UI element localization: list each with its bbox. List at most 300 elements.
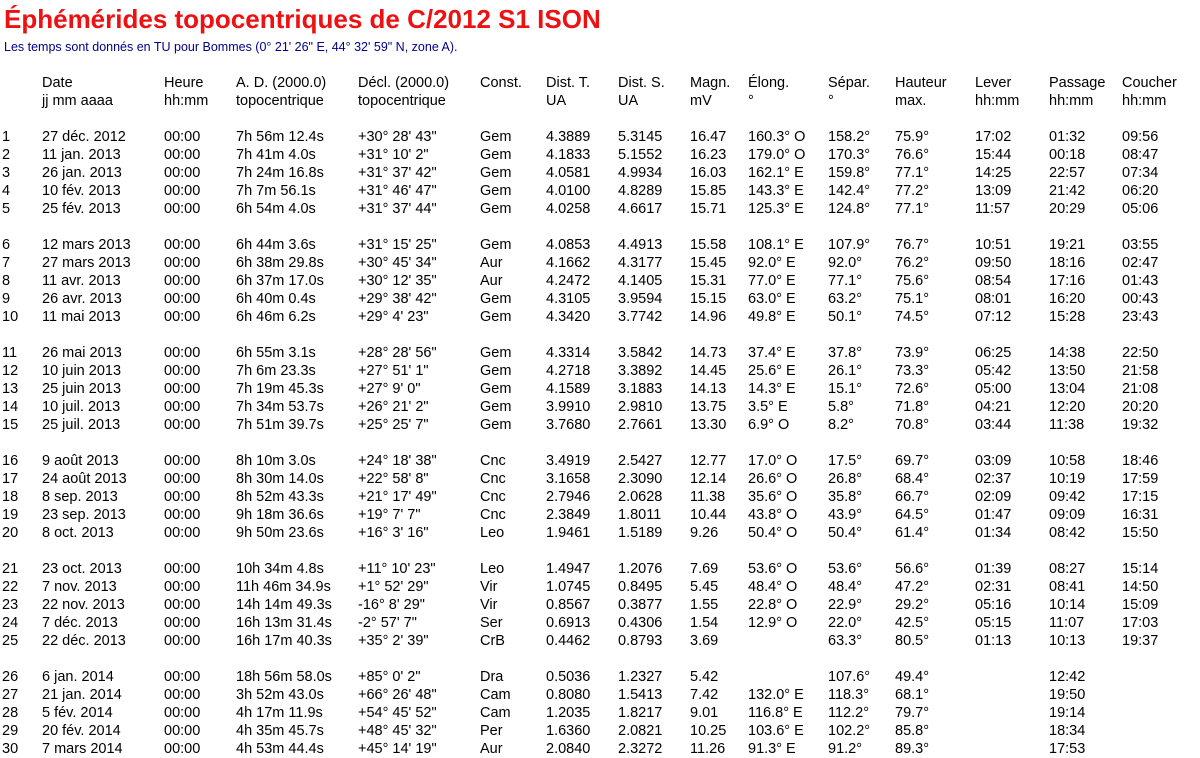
table-cell: 7.42 <box>690 687 719 703</box>
table-cell: 12 mars 2013 <box>42 237 131 253</box>
table-cell: 09:42 <box>1049 489 1086 505</box>
table-cell: 15:44 <box>975 147 1012 163</box>
table-cell: 5 fév. 2014 <box>42 705 113 721</box>
group-spacer <box>2 110 1192 128</box>
table-cell: 00:00 <box>164 291 201 307</box>
table-cell: 3.5° E <box>748 399 788 415</box>
table-cell: 00:00 <box>164 399 201 415</box>
table-cell: 125.3° E <box>748 201 804 217</box>
table-cell: Cnc <box>480 489 506 505</box>
table-row <box>2 182 1192 200</box>
table-cell: 24 <box>2 615 19 631</box>
table-cell: 06:20 <box>1122 183 1159 199</box>
table-cell: 4.0581 <box>546 165 591 181</box>
table-cell: 37.8° <box>828 345 863 361</box>
table-cell: 00:00 <box>164 417 201 433</box>
table-cell: 09:50 <box>975 255 1012 271</box>
table-cell: 160.3° O <box>748 129 806 145</box>
table-cell: 68.4° <box>895 471 930 487</box>
table-cell: 107.9° <box>828 237 871 253</box>
table-cell: 3.1883 <box>618 381 663 397</box>
table-cell: 77.0° E <box>748 273 796 289</box>
table-cell: 05:16 <box>975 597 1012 613</box>
table-cell: 112.2° <box>828 705 870 721</box>
table-cell: Gem <box>480 363 512 379</box>
table-cell: 14:38 <box>1049 345 1086 361</box>
table-cell: 00:00 <box>164 363 201 379</box>
table-cell: 10.25 <box>690 723 727 739</box>
table-cell: 0.5036 <box>546 669 591 685</box>
table-cell: 21 <box>2 561 19 577</box>
table-cell: 159.8° <box>828 165 871 181</box>
table-cell: 00:00 <box>164 741 201 757</box>
table-cell: Gem <box>480 345 512 361</box>
table-cell: Gem <box>480 165 512 181</box>
table-cell: 0.6913 <box>546 615 591 631</box>
table-cell: 1.2035 <box>546 705 591 721</box>
table-cell: +27° 51' 1" <box>358 363 429 379</box>
table-cell: 00:00 <box>164 489 201 505</box>
table-cell: 18:46 <box>1122 453 1159 469</box>
table-cell: 14.3° E <box>748 381 796 397</box>
table-cell: 1.2076 <box>618 561 663 577</box>
table-cell: Gem <box>480 183 512 199</box>
table-cell: 4.3889 <box>546 129 591 145</box>
table-cell: topocentrique <box>236 93 324 109</box>
table-cell: 4.0258 <box>546 201 591 217</box>
table-cell: 79.7° <box>895 705 930 721</box>
table-cell: 4.9934 <box>618 165 663 181</box>
table-cell: 1.54 <box>690 615 719 631</box>
table-cell: 28 <box>2 705 19 721</box>
table-cell: 17.0° O <box>748 453 798 469</box>
table-cell: 26.8° <box>828 471 863 487</box>
table-cell: 49.4° <box>895 669 930 685</box>
table-cell: 25 fév. 2013 <box>42 201 121 217</box>
table-cell: 4.3420 <box>546 309 591 325</box>
group-spacer <box>2 434 1192 452</box>
table-cell: 16 <box>2 453 19 469</box>
table-cell: 12.9° O <box>748 615 798 631</box>
table-row <box>2 704 1192 722</box>
table-cell: 4.0100 <box>546 183 591 199</box>
table-cell: 108.1° E <box>748 237 804 253</box>
table-cell: +24° 18' 38" <box>358 453 437 469</box>
table-cell: 15.58 <box>690 237 727 253</box>
table-cell: Cam <box>480 705 511 721</box>
table-cell: 64.5° <box>895 507 930 523</box>
table-cell: A. D. (2000.0) <box>236 75 327 91</box>
table-cell: 09:56 <box>1122 129 1159 145</box>
table-cell: 22 nov. 2013 <box>42 597 125 613</box>
table-cell: 14:25 <box>975 165 1012 181</box>
table-cell: Décl. (2000.0) <box>358 75 450 91</box>
table-cell: 02:47 <box>1122 255 1159 271</box>
table-cell: 25 juin 2013 <box>42 381 122 397</box>
table-cell: 35.6° O <box>748 489 798 505</box>
table-cell: 15 <box>2 417 19 433</box>
table-cell: 00:00 <box>164 507 201 523</box>
table-cell: 4.2472 <box>546 273 591 289</box>
table-cell: 08:01 <box>975 291 1012 307</box>
table-cell: 47.2° <box>895 579 930 595</box>
table-cell: mV <box>690 93 712 109</box>
table-cell: 10 <box>2 309 19 325</box>
table-cell: 85.8° <box>895 723 930 739</box>
table-cell: 1.8011 <box>618 507 662 523</box>
table-cell: 2 <box>2 147 11 163</box>
table-row <box>2 668 1192 686</box>
table-cell: 1.5413 <box>618 687 663 703</box>
table-cell: 132.0° E <box>748 687 804 703</box>
table-cell: Cam <box>480 687 511 703</box>
table-cell: 35.8° <box>828 489 863 505</box>
table-cell: 15.71 <box>690 201 727 217</box>
table-cell: Gem <box>480 417 512 433</box>
table-cell: 11:38 <box>1049 417 1085 433</box>
table-cell: 25.6° E <box>748 363 796 379</box>
table-cell: Sépar. <box>828 75 870 91</box>
table-cell: 01:47 <box>975 507 1012 523</box>
group-spacer <box>2 542 1192 560</box>
table-cell: 2.0821 <box>618 723 663 739</box>
table-cell: 7 <box>2 255 11 271</box>
table-cell <box>975 686 1049 704</box>
table-cell: 73.9° <box>895 345 930 361</box>
table-cell: +29° 38' 42" <box>358 291 437 307</box>
table-cell: 27 déc. 2012 <box>42 129 126 145</box>
table-cell: Gem <box>480 399 512 415</box>
table-cell: 76.6° <box>895 147 930 163</box>
table-cell: 14h 14m 49.3s <box>236 597 332 613</box>
table-row <box>2 308 1192 326</box>
table-cell: Élong. <box>748 75 790 91</box>
table-cell: 3 <box>2 165 11 181</box>
table-cell <box>1122 686 1192 704</box>
table-cell: 3.3892 <box>618 363 663 379</box>
table-cell: 18h 56m 58.0s <box>236 669 332 685</box>
table-row <box>2 740 1192 758</box>
table-cell: 00:00 <box>164 255 201 271</box>
table-row <box>2 128 1192 146</box>
table-cell: 71.8° <box>895 399 930 415</box>
table-cell: 00:00 <box>164 183 201 199</box>
table-cell: 162.1° E <box>748 165 804 181</box>
table-cell: 08:47 <box>1122 147 1159 163</box>
table-cell: 0.3877 <box>618 597 663 613</box>
table-cell: 03:55 <box>1122 237 1159 253</box>
table-cell: 77.1° <box>895 165 930 181</box>
table-cell: +85° 0' 2" <box>358 669 421 685</box>
table-cell: 43.8° O <box>748 507 798 523</box>
table-cell: 10:51 <box>975 237 1012 253</box>
table-cell: +30° 12' 35" <box>358 273 437 289</box>
table-row <box>2 380 1192 398</box>
table-cell: 102.2° <box>828 723 871 739</box>
table-cell: Coucher <box>1122 75 1177 91</box>
table-cell: 17:02 <box>975 129 1012 145</box>
table-cell: 8h 52m 43.3s <box>236 489 324 505</box>
table-cell: 10h 34m 4.8s <box>236 561 324 577</box>
table-cell: +26° 21' 2" <box>358 399 429 415</box>
table-cell: 5.3145 <box>618 129 663 145</box>
table-cell <box>2 92 42 110</box>
table-cell: 16:20 <box>1049 291 1086 307</box>
table-cell: 18 <box>2 489 19 505</box>
table-cell: 14 <box>2 399 19 415</box>
table-cell: 00:00 <box>164 525 201 541</box>
table-cell: 14.96 <box>690 309 727 325</box>
table-cell: 22.0° <box>828 615 863 631</box>
table-cell: topocentrique <box>358 93 446 109</box>
table-cell: Gem <box>480 237 512 253</box>
table-cell: 4h 53m 44.4s <box>236 741 324 757</box>
table-row <box>2 398 1192 416</box>
table-cell: 19:21 <box>1049 237 1086 253</box>
table-cell: 00:00 <box>164 723 201 739</box>
table-cell: 4.2718 <box>546 363 591 379</box>
table-cell: 66.7° <box>895 489 930 505</box>
table-cell: 22 déc. 2013 <box>42 633 126 649</box>
table-cell: 80.5° <box>895 633 930 649</box>
table-cell: 00:00 <box>164 165 201 181</box>
table-cell: 13.30 <box>690 417 727 433</box>
table-cell: 01:43 <box>1122 273 1159 289</box>
table-cell: 8.2° <box>828 417 854 433</box>
table-cell: 06:25 <box>975 345 1012 361</box>
table-cell: 07:34 <box>1122 165 1159 181</box>
table-cell: 5.45 <box>690 579 719 595</box>
table-cell: 12:20 <box>1049 399 1086 415</box>
table-cell: Vir <box>480 597 498 613</box>
table-cell: 2.3272 <box>618 741 663 757</box>
table-cell: 4.1405 <box>618 273 663 289</box>
table-cell: 4.4913 <box>618 237 663 253</box>
table-cell: 21 jan. 2014 <box>42 687 122 703</box>
table-row <box>2 614 1192 632</box>
table-cell: 143.3° E <box>748 183 804 199</box>
table-cell: 5.1552 <box>618 147 663 163</box>
group-spacer <box>2 218 1192 236</box>
table-cell: 4 <box>2 183 11 199</box>
table-cell: 00:00 <box>164 471 201 487</box>
table-cell: 05:15 <box>975 615 1012 631</box>
table-cell: 25 juil. 2013 <box>42 417 121 433</box>
table-cell: 4.1662 <box>546 255 591 271</box>
table-cell: 12:42 <box>1049 669 1086 685</box>
table-cell: Magn. <box>690 75 731 91</box>
table-cell: 11:07 <box>1049 615 1085 631</box>
table-cell: 76.7° <box>895 237 930 253</box>
table-cell: UA <box>618 93 639 109</box>
table-cell: 3.5842 <box>618 345 663 361</box>
table-cell: 07:12 <box>975 309 1012 325</box>
table-cell: 14:50 <box>1122 579 1159 595</box>
table-cell: 22.9° <box>828 597 863 613</box>
table-cell: 11 avr. 2013 <box>42 273 121 289</box>
group-spacer <box>2 650 1192 668</box>
table-cell: 14.13 <box>690 381 727 397</box>
table-cell: 3.69 <box>690 633 719 649</box>
table-cell: Per <box>480 723 503 739</box>
table-cell: 10 fév. 2013 <box>42 183 121 199</box>
table-cell: 61.4° <box>895 525 930 541</box>
table-cell: 20:20 <box>1122 399 1159 415</box>
table-cell: 19:37 <box>1122 633 1159 649</box>
table-cell: 3.1658 <box>546 471 591 487</box>
table-cell: 6 jan. 2014 <box>42 669 114 685</box>
table-cell: 8h 10m 3.0s <box>236 453 316 469</box>
table-cell: +27° 9' 0" <box>358 381 421 397</box>
table-cell: 00:00 <box>164 633 201 649</box>
table-cell: 16:31 <box>1122 507 1159 523</box>
table-cell: 4.1589 <box>546 381 591 397</box>
table-cell: 5.42 <box>690 669 719 685</box>
table-cell: +30° 28' 43" <box>358 129 437 145</box>
table-row <box>2 596 1192 614</box>
table-cell: 6.9° O <box>748 417 790 433</box>
table-cell: Hauteur <box>895 75 947 91</box>
table-cell: 116.8° E <box>748 705 803 721</box>
table-cell: 1.4947 <box>546 561 591 577</box>
table-cell: 2.7661 <box>618 417 663 433</box>
table-cell: 10:14 <box>1049 597 1086 613</box>
table-cell: 05:00 <box>975 381 1012 397</box>
table-cell: 0.4462 <box>546 633 591 649</box>
table-cell: 7h 6m 23.3s <box>236 363 316 379</box>
table-cell: ° <box>748 93 754 109</box>
table-row <box>2 632 1192 650</box>
table-cell <box>975 722 1049 740</box>
table-row <box>2 290 1192 308</box>
table-cell: 56.6° <box>895 561 930 577</box>
table-cell: 5 <box>2 201 11 217</box>
table-cell <box>975 740 1049 758</box>
table-cell: 2.0840 <box>546 741 591 757</box>
table-cell: 124.8° <box>828 201 871 217</box>
table-cell: 92.0° E <box>748 255 796 271</box>
table-cell: 20 fév. 2014 <box>42 723 121 739</box>
table-cell <box>1122 668 1192 686</box>
table-cell: 63.0° E <box>748 291 796 307</box>
table-cell: 4.8289 <box>618 183 663 199</box>
page-subtitle: Les temps sont donnés en TU pour Bommes (0° 21' 26" E, 44° 32' 59" N, zone A). <box>4 40 458 54</box>
table-cell: 11.38 <box>690 489 726 505</box>
table-cell: 37.4° E <box>748 345 796 361</box>
table-cell: 50.4° O <box>748 525 798 541</box>
table-cell: 00:00 <box>164 381 201 397</box>
table-cell <box>2 74 42 92</box>
table-cell: 15.85 <box>690 183 727 199</box>
table-cell: 75.6° <box>895 273 930 289</box>
table-cell: 49.8° E <box>748 309 796 325</box>
table-cell: 72.6° <box>895 381 930 397</box>
table-cell: 08:41 <box>1049 579 1086 595</box>
table-cell: 50.1° <box>828 309 863 325</box>
table-cell: 19:14 <box>1049 705 1086 721</box>
table-row <box>2 488 1192 506</box>
group-spacer <box>2 326 1192 344</box>
table-cell: 43.9° <box>828 507 863 523</box>
table-cell: +21° 17' 49" <box>358 489 437 505</box>
table-cell: 1.55 <box>690 597 719 613</box>
table-cell: 48.4° O <box>748 579 798 595</box>
table-cell: 10 juil. 2013 <box>42 399 121 415</box>
table-cell: 10:19 <box>1049 471 1086 487</box>
table-cell: 9 <box>2 291 11 307</box>
table-row <box>2 236 1192 254</box>
table-row <box>2 272 1192 290</box>
table-cell: 4.3105 <box>546 291 591 307</box>
table-cell: Gem <box>480 147 512 163</box>
table-cell: 15.15 <box>690 291 727 307</box>
table-cell: Aur <box>480 255 503 271</box>
table-cell: +22° 58' 8" <box>358 471 429 487</box>
table-cell: 11h 46m 34.9s <box>236 579 331 595</box>
header-row <box>2 92 1192 110</box>
table-cell: hh:mm <box>1049 93 1094 109</box>
table-cell: 50.4° <box>828 525 863 541</box>
table-row <box>2 254 1192 272</box>
table-cell: Gem <box>480 291 512 307</box>
table-cell: 00:00 <box>164 273 201 289</box>
table-cell: hh:mm <box>1122 93 1167 109</box>
table-cell: Cnc <box>480 453 506 469</box>
table-cell: 05:42 <box>975 363 1012 379</box>
table-cell: 00:00 <box>164 597 201 613</box>
table-cell: 7 nov. 2013 <box>42 579 117 595</box>
table-cell: 7h 34m 53.7s <box>236 399 324 415</box>
table-cell: 75.1° <box>895 291 930 307</box>
table-row <box>2 200 1192 218</box>
table-row <box>2 686 1192 704</box>
table-cell: 8h 30m 14.0s <box>236 471 324 487</box>
table-cell: 2.3090 <box>618 471 663 487</box>
table-cell: +31° 15' 25" <box>358 237 437 253</box>
table-cell: 00:00 <box>164 309 201 325</box>
table-cell: Vir <box>480 579 498 595</box>
table-cell: 8 <box>2 273 11 289</box>
table-cell: 08:42 <box>1049 525 1086 541</box>
table-cell: 16.47 <box>690 129 727 145</box>
table-cell: 74.5° <box>895 309 930 325</box>
table-cell <box>975 704 1049 722</box>
table-cell: 00:43 <box>1122 291 1159 307</box>
table-cell: 03:44 <box>975 417 1012 433</box>
table-cell: hh:mm <box>975 93 1020 109</box>
table-cell: 23 <box>2 597 19 613</box>
table-cell: Dist. S. <box>618 75 665 91</box>
table-cell: +54° 45' 52" <box>358 705 437 721</box>
table-cell: 7h 19m 45.3s <box>236 381 324 397</box>
table-cell: jj mm aaaa <box>42 93 113 109</box>
table-cell: 7h 24m 16.8s <box>236 165 324 181</box>
table-cell: 10.44 <box>690 507 727 523</box>
table-cell: Leo <box>480 561 505 577</box>
table-cell: 6h 37m 17.0s <box>236 273 324 289</box>
table-cell: 25 <box>2 633 19 649</box>
table-cell: 4h 17m 11.9s <box>236 705 323 721</box>
table-cell: +48° 45' 32" <box>358 723 437 739</box>
table-cell: 21:58 <box>1122 363 1159 379</box>
table-cell: 13.75 <box>690 399 727 415</box>
table-cell: 77.1° <box>828 273 863 289</box>
table-cell <box>480 92 546 110</box>
table-cell: 4.3177 <box>618 255 663 271</box>
table-cell: 7h 7m 56.1s <box>236 183 316 199</box>
table-cell: Aur <box>480 741 503 757</box>
table-cell: 4h 35m 45.7s <box>236 723 324 739</box>
